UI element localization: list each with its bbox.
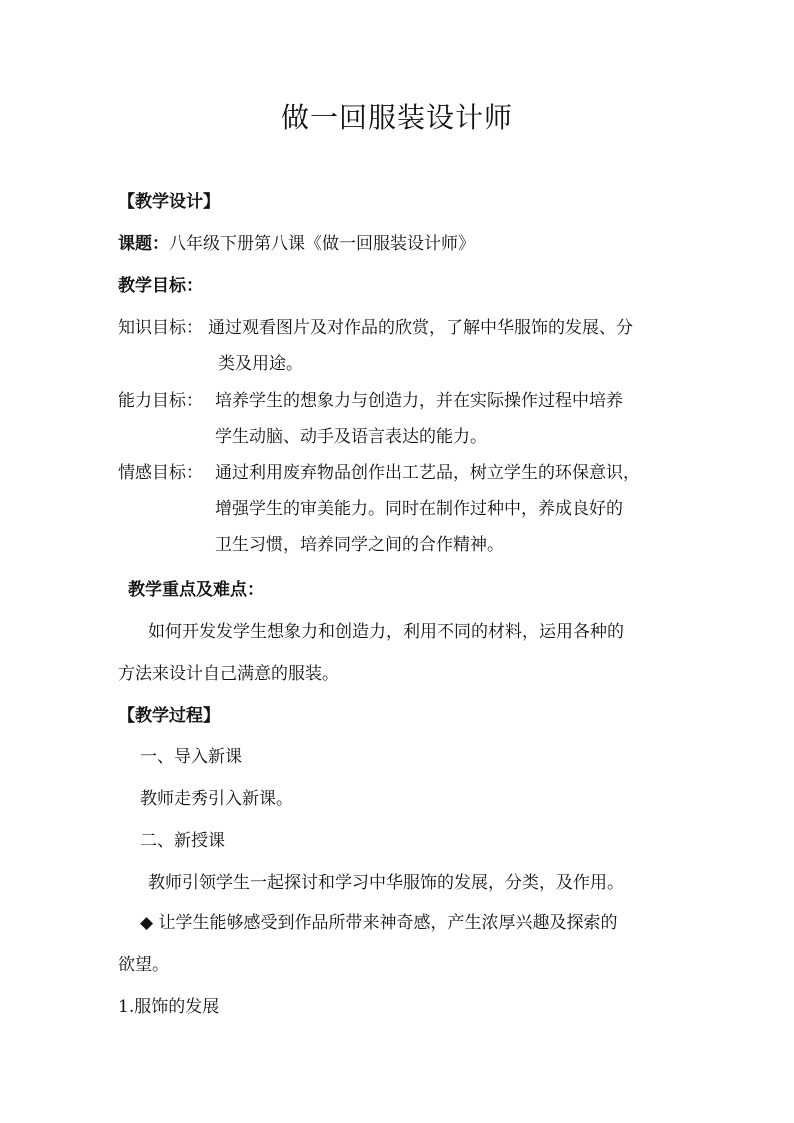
teaching-design-heading: 【教学设计】 — [118, 192, 220, 212]
step2-text: 教师引领学生一起探讨和学习中华服饰的发展，分类，及作用。 — [148, 873, 624, 893]
step1-text: 教师走秀引入新课。 — [140, 789, 293, 809]
process-heading: 【教学过程】 — [118, 706, 220, 726]
document-title: 做一回服装设计师 — [280, 101, 513, 134]
ability-objective-line2: 学生动脑、动手及语言表达的能力。 — [215, 427, 487, 447]
key-points-heading: 教学重点及难点： — [128, 580, 264, 600]
key-points-line1: 如何开发发学生想象力和创造力，利用不同的材料，运用各种的 — [148, 622, 624, 642]
emotion-objective-label: 情感目标： — [118, 463, 203, 483]
knowledge-objective-line1: 通过观看图片及对作品的欣赏，了解中华服饰的发展、分 — [208, 318, 633, 338]
step1-heading: 一、导入新课 — [140, 747, 242, 767]
subsection-heading: 1.服饰的发展 — [118, 997, 220, 1017]
topic-value: 八年级下册第八课《做一回服装设计师》 — [169, 234, 475, 254]
ability-objective-line1: 培养学生的想象力与创造力，并在实际操作过程中培养 — [215, 391, 623, 411]
knowledge-objective-line2: 类及用途。 — [218, 354, 303, 374]
topic-label: 课题： — [118, 234, 169, 254]
ability-objective-label: 能力目标： — [118, 391, 203, 411]
bullet-line2: 欲望。 — [118, 955, 169, 975]
bullet-diamond-icon: ◆ — [140, 913, 154, 933]
step2-heading: 二、新授课 — [140, 831, 225, 851]
bullet-line1-row — [140, 911, 617, 935]
key-points-line2: 方法来设计自己满意的服装。 — [118, 664, 339, 684]
emotion-objective-line3: 卫生习惯，培养同学之间的合作精神。 — [215, 535, 504, 555]
topic-line — [118, 232, 475, 256]
emotion-objective-line2: 增强学生的审美能力。同时在制作过种中，养成良好的 — [215, 499, 623, 519]
emotion-objective-line1: 通过利用废弃物品创作出工艺品，树立学生的环保意识， — [215, 463, 640, 483]
bullet-line1: 让学生能够感受到作品所带来神奇感，产生浓厚兴趣及探索的 — [158, 913, 618, 933]
objectives-heading: 教学目标： — [118, 276, 203, 296]
knowledge-objective-label: 知识目标： — [118, 318, 203, 338]
